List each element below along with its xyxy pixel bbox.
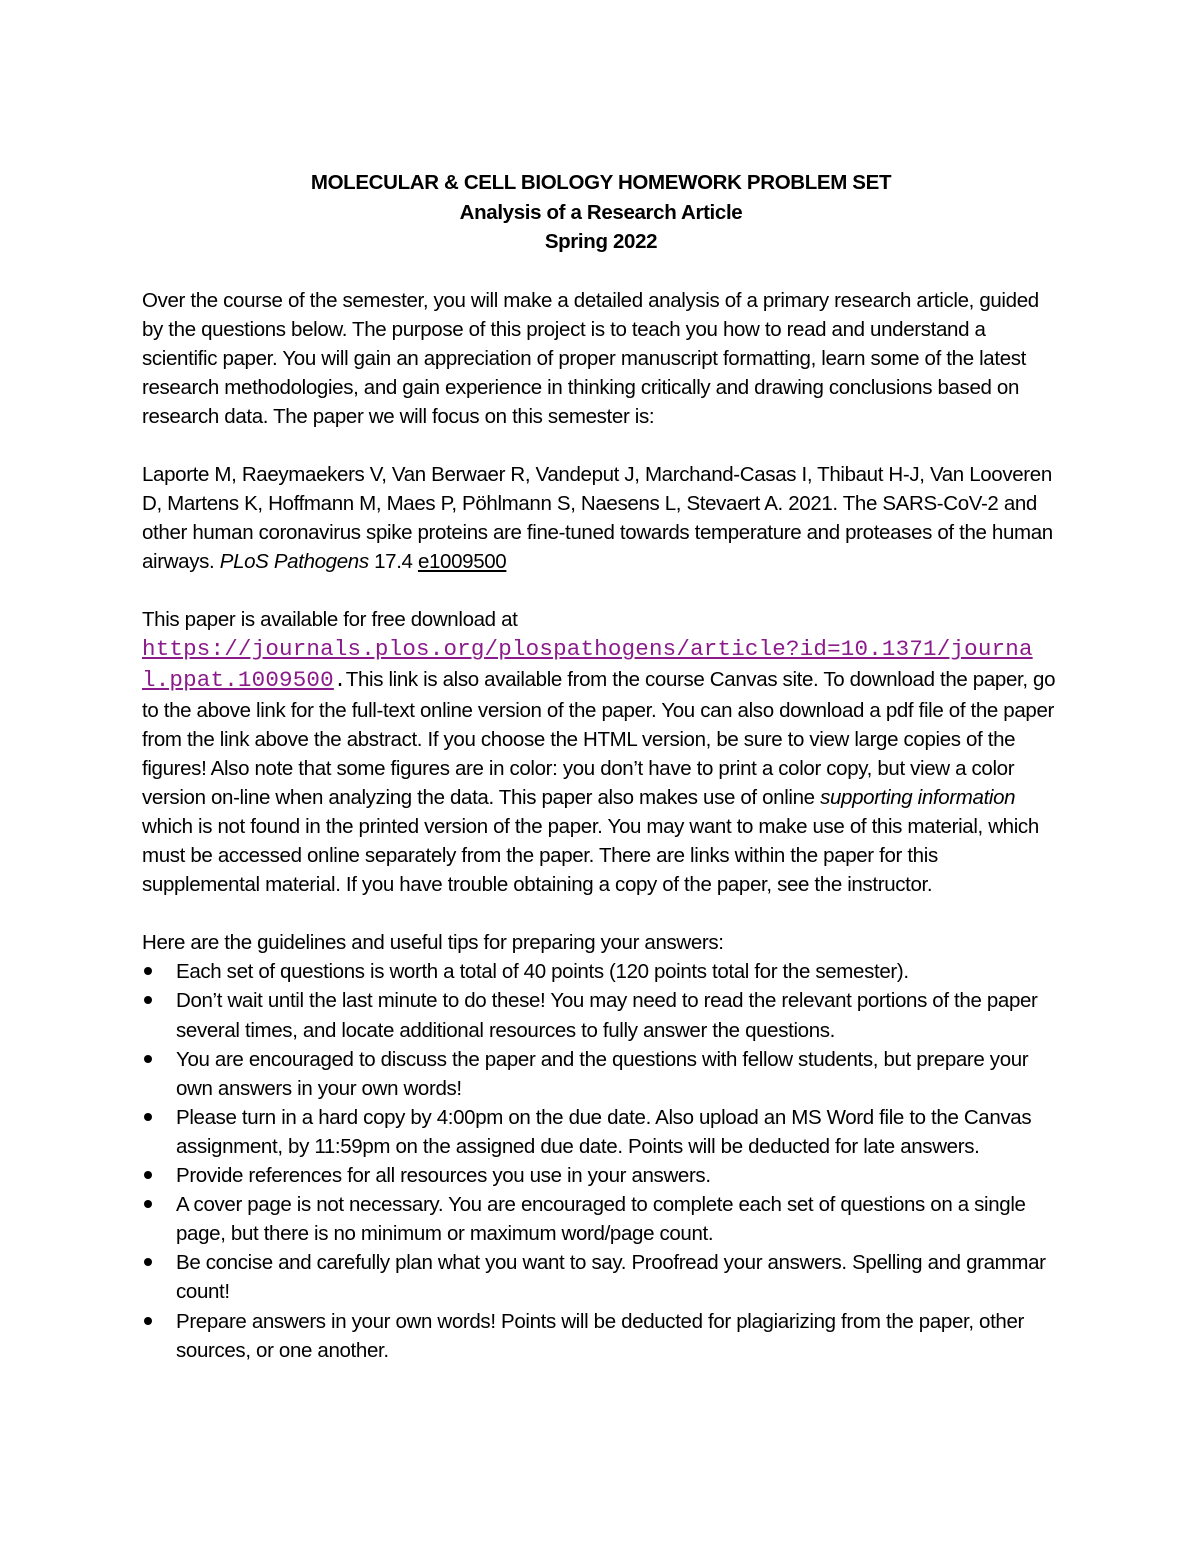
list-item: Be concise and carefully plan what you want to say. Proofread your answers. Spelling and grammar count! bbox=[142, 1248, 1060, 1306]
reference-citation bbox=[142, 460, 1060, 576]
document-header bbox=[142, 168, 1060, 257]
document-page bbox=[142, 168, 1060, 1365]
guidelines-list bbox=[142, 957, 1060, 1364]
reference-journal: PLoS Pathogens bbox=[219, 550, 369, 574]
availability-text-1: This link is also available from the course Canvas site. To download the paper, go to the above link for the full-text online version of the paper. You can also download a pdf file of the paper from the link above the abstract. If you choose the HTML version, be sure to view large copies of the figures! Also note that some figures are in color: you don’t have to print a color copy, but view a color version on-line when analyzing the data. This paper also makes use of online bbox=[142, 667, 1056, 809]
availability-text-2: which is not found in the printed version of the paper. You may want to make use of this material, which must be accessed online separately from the paper. There are links within the paper for this supplemental material. If you have trouble obtaining a copy of the paper, see the instructor. bbox=[142, 815, 1039, 897]
guidelines-intro: Here are the guidelines and useful tips for preparing your answers: bbox=[142, 931, 724, 955]
list-item: A cover page is not necessary. You are encouraged to complete each set of questions on a single page, but there is no minimum or maximum word/page count. bbox=[142, 1190, 1060, 1248]
url-trailing-dot: . bbox=[333, 669, 346, 693]
supporting-information-term: supporting information bbox=[820, 785, 1016, 809]
list-item: Please turn in a hard copy by 4:00pm on the due date. Also upload an MS Word file to the Canvas assignment, by 11:59pm on the assigned due date. Points will be deducted for late answers. bbox=[142, 1103, 1060, 1161]
list-item: Prepare answers in your own words! Points will be deducted for plagiarizing from the paper, other sources, or one another. bbox=[142, 1307, 1060, 1365]
reference-authors-title: Laporte M, Raeymaekers V, Van Berwaer R, Vandeput J, Marchand-Casas I, Thibaut H-J, Van Looveren D, Martens K, Hoffmann M, Maes P, Pöhlmann S, Naesens L, Stevaert A. 2021. The SARS-CoV-2 and other human coronavirus spike proteins are fine-tuned towards temperature and proteases of the human airways. bbox=[142, 462, 1053, 574]
semester-label: Spring 2022 bbox=[544, 230, 658, 253]
assignment-title: Analysis of a Research Article bbox=[459, 200, 743, 224]
list-item: You are encouraged to discuss the paper and the questions with fellow students, but prepare your own answers in your own words! bbox=[142, 1045, 1060, 1103]
course-title: MOLECULAR & CELL BIOLOGY HOMEWORK PROBLEM SET bbox=[310, 171, 892, 194]
paper-url-link[interactable]: https://journals.plos.org/plospathogens/article?id=10.1371/journal.ppat.1009500 bbox=[142, 636, 1033, 693]
availability-paragraph bbox=[142, 605, 1060, 899]
reference-doi-link[interactable]: e1009500 bbox=[417, 550, 507, 574]
list-item: Don’t wait until the last minute to do these! You may need to read the relevant portions of the paper several times, and locate additional resources to fully answer the questions. bbox=[142, 986, 1060, 1044]
list-item: Each set of questions is worth a total of 40 points (120 points total for the semester). bbox=[142, 957, 1060, 986]
availability-lead: This paper is available for free download at bbox=[142, 608, 518, 632]
list-item: Provide references for all resources you use in your answers. bbox=[142, 1161, 1060, 1190]
intro-paragraph: Over the course of the semester, you will make a detailed analysis of a primary research article, guided by the questions below. The purpose of this project is to teach you how to read and understand a scientific paper. You will gain an appreciation of proper manuscript formatting, learn some of the latest research methodologies, and gain experience in thinking critically and drawing conclusions based on research data. The paper we will focus on this semester is: bbox=[142, 288, 1039, 428]
reference-volume: 17.4 bbox=[374, 550, 413, 574]
